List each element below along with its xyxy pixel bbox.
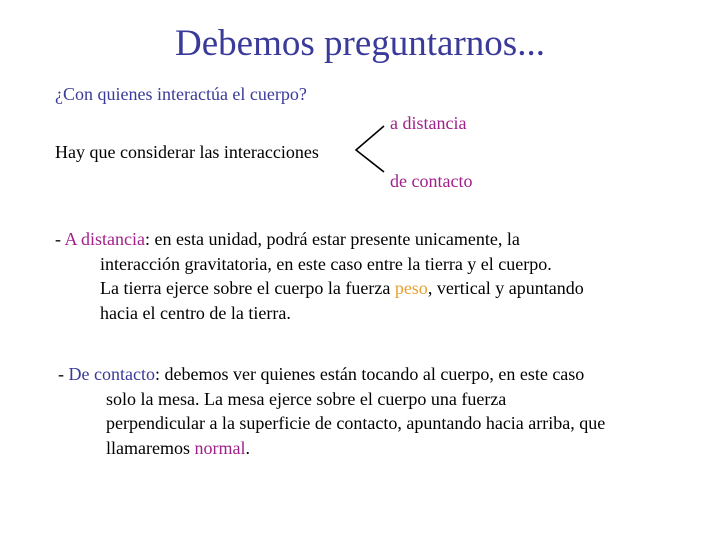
paragraph-line: interacción gravitatoria, en este caso entre la tierra y el cuerpo.: [100, 253, 552, 274]
slide-title: Debemos preguntarnos...: [175, 23, 545, 64]
intro-text: Hay que considerar las interacciones: [55, 142, 319, 162]
bullet-dash: -: [55, 229, 65, 249]
paragraph-line: [58, 362, 605, 387]
term-normal: normal: [194, 437, 246, 458]
term-a-distancia: A distancia: [64, 229, 145, 249]
paragraph-text: , vertical y apuntando: [427, 278, 584, 298]
paragraph-de-contacto: [58, 362, 605, 460]
paragraph-line: [58, 436, 605, 461]
paragraph-text: : debemos ver quienes están tocando al cuerpo, en este caso: [154, 364, 585, 384]
paragraph-text: La tierra ejerce sobre el cuerpo la fuerza: [100, 278, 395, 298]
paragraph-a-distancia: [55, 227, 584, 325]
paragraph-line: [55, 227, 584, 252]
paragraph-text: llamaremos: [106, 437, 195, 458]
paragraph-line: hacia el centro de la tierra.: [100, 302, 291, 323]
term-peso: peso: [394, 278, 428, 298]
bullet-dash: -: [58, 364, 69, 384]
option-de-contacto: de contacto: [390, 171, 473, 191]
paragraph-text: : en esta unidad, podrá estar presente unicamente, la: [145, 229, 520, 249]
option-a-distancia: a distancia: [390, 113, 467, 133]
paragraph-line: [55, 276, 584, 301]
paragraph-line: solo la mesa. La mesa ejerce sobre el cuerpo una fuerza: [106, 388, 507, 409]
term-de-contacto: De contacto: [68, 364, 155, 384]
paragraph-text: .: [245, 437, 250, 458]
branch-bracket-icon: [350, 124, 390, 174]
paragraph-line: perpendicular a la superficie de contacto, apuntando hacia arriba, que: [106, 413, 606, 433]
question-text: ¿Con quienes interactúa el cuerpo?: [55, 84, 307, 104]
